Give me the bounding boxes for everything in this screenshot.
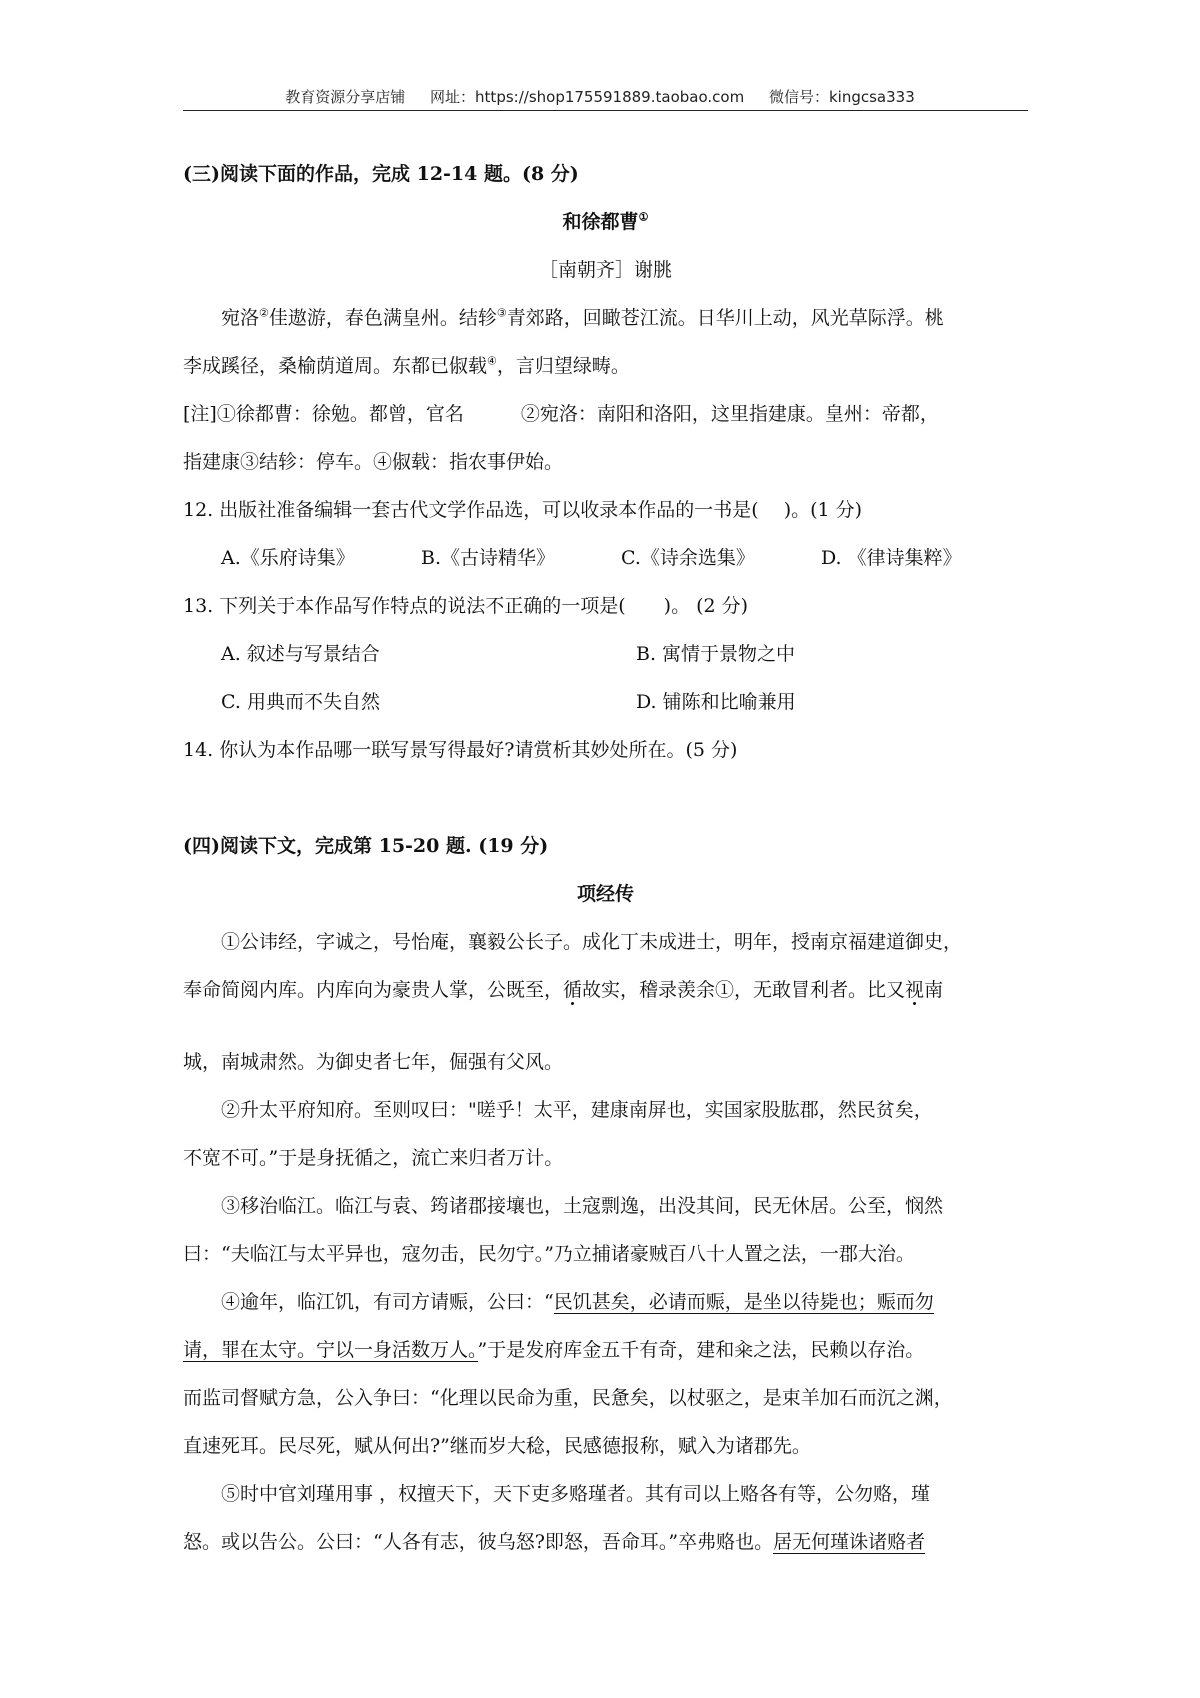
question-13-options-row2: [183, 678, 1028, 726]
underlined-text: 请，罪在太守。宁以一身活数万人。: [183, 1339, 478, 1361]
poem-note-mark: ②: [259, 306, 269, 320]
q12-option-c: C.《诗余选集》: [621, 547, 755, 569]
header-wechat: 微信号：kingcsa333: [768, 88, 915, 106]
q13-option-c: C. 用典而不失自然: [221, 691, 380, 713]
poem-note-mark: ④: [487, 354, 497, 368]
q12-option-b: B.《古诗精华》: [421, 547, 556, 569]
p5-line-1: ⑤时中官刘瑾用事 ，权擅天下，天下吏多赂瑾者。其有司以上赂各有等，公勿赂，瑾: [221, 1483, 931, 1505]
poem-line-2: [183, 342, 1028, 390]
p3-line-1: ③移治临江。临江与袁、筠诸郡接壤也，土寇剽逸，出没其间，民无休居。公至，悯然: [221, 1195, 944, 1217]
section4-heading: (四)阅读下文，完成第 15-20 题. (19 分): [183, 835, 549, 857]
q12-option-d: D. 《律诗集粹》: [821, 547, 962, 569]
poem-text: 佳遨游，春色满皇州。结轸: [268, 307, 497, 329]
poem-note-mark: ③: [496, 306, 507, 320]
text: ”于是发府库金五千有奇，建和籴之法，民赖以存治。: [477, 1339, 925, 1361]
header-divider: [183, 110, 1028, 111]
page-header: [0, 86, 1200, 107]
dotted-char: 循: [563, 979, 583, 1001]
header-shop: 教育资源分享店铺: [285, 88, 406, 106]
section-spacer: [183, 774, 1028, 822]
q12-option-a: A.《乐府诗集》: [221, 547, 355, 569]
p5-line-2: [183, 1518, 1028, 1566]
p4-line-4: 直速死耳。民尽死，赋从何出?”继而岁大稔，民感德报称，赋入为诸郡先。: [183, 1435, 811, 1457]
poem-title: [183, 198, 1028, 246]
notes-line-2: 指建康③结轸：停车。④俶载：指农事伊始。: [183, 451, 564, 473]
text: 奉命简阅内库。内库向为豪贵人掌，公既至，: [183, 979, 564, 1001]
underlined-text: 民饥甚矣，必请而赈，是坐以待毙也；赈而勿: [553, 1291, 934, 1313]
p4-line-2: [183, 1326, 1028, 1374]
header-site: 网址：https://shop175591889.taobao.com: [430, 88, 745, 106]
poem-title-note: ①: [638, 210, 649, 224]
p1-line-2: [183, 966, 1028, 1014]
q13-option-a: A. 叙述与写景结合: [221, 643, 380, 665]
p2-line-1: ②升太平府知府。至则叹曰："嗟乎！太平，建康南屏也，实国家股肱郡，然民贫矣，: [221, 1099, 933, 1121]
q13-option-d: D. 铺陈和比喻兼用: [636, 691, 796, 713]
poem-author: ［南朝齐］谢朓: [538, 259, 672, 281]
question-13: 13. 下列关于本作品写作特点的说法不正确的一项是( )。 (2 分): [183, 595, 749, 617]
question-14: 14. 你认为本作品哪一联写景写得最好?请赏析其妙处所在。(5 分): [183, 739, 738, 761]
text: 故实，稽录羡余①，无敢冒利者。比又: [582, 979, 906, 1001]
poem-text: 宛洛: [221, 307, 260, 329]
p4-line-3: 而监司督赋方急，公入争曰：“化理以民命为重，民惫矣，以杖驱之，是束羊加石而沉之渊，: [183, 1387, 953, 1409]
section3-heading: (三)阅读下面的作品，完成 12-14 题。(8 分): [183, 163, 579, 185]
p1-line-1: ①公讳经，字诚之，号怡庵，襄毅公长子。成化丁未成进士，明年，授南京福建道御史，: [221, 931, 963, 953]
spacer: [183, 1014, 1028, 1038]
q13-option-b: B. 寓情于景物之中: [636, 643, 796, 665]
p2-line-2: 不宽不可。”于是身抚循之，流亡来归者万计。: [183, 1147, 564, 1169]
text: 怒。或以告公。公曰：“人各有志，彼乌怒?即怒，吾命耳。”卒弗赂也。: [183, 1531, 774, 1553]
poem-title-text: 和徐都曹: [562, 211, 639, 233]
notes-line-1: [注]①徐都曹：徐勉。都曾，官名 ②宛洛：南阳和洛阳，这里指建康。皇州：帝都，: [183, 403, 939, 425]
text: ④逾年，临江饥，有司方请赈，公曰：“: [221, 1291, 554, 1313]
document-body: [183, 150, 1028, 1566]
poem-text: ，言归望绿畴。: [496, 355, 630, 377]
text: 南: [924, 979, 944, 1001]
article-title: 项经传: [576, 883, 634, 905]
poem-line-1: [183, 294, 1028, 342]
p3-line-2: 曰：“夫临江与太平异也，寇勿击，民勿宁。”乃立捕诸豪贼百八十人置之法，一郡大治。: [183, 1243, 915, 1265]
poem-text: 青郊路，回瞰苍江流。日华川上动，风光草际浮。桃: [506, 307, 944, 329]
poem-text: 李成蹊径，桑榆荫道周。东都已俶载: [183, 355, 488, 377]
p4-line-1: [183, 1278, 1028, 1326]
question-13-options-row1: [183, 630, 1028, 678]
p1-line-3: 城，南城肃然。为御史者七年，倔强有父风。: [183, 1051, 564, 1073]
question-12: 12. 出版社准备编辑一套古代文学作品选，可以收录本作品的一书是( )。(1 分): [183, 499, 863, 521]
question-12-options: [183, 534, 1028, 582]
dotted-char: 视: [905, 979, 925, 1001]
underlined-text: 居无何瑾诛诸赂者: [773, 1531, 926, 1553]
